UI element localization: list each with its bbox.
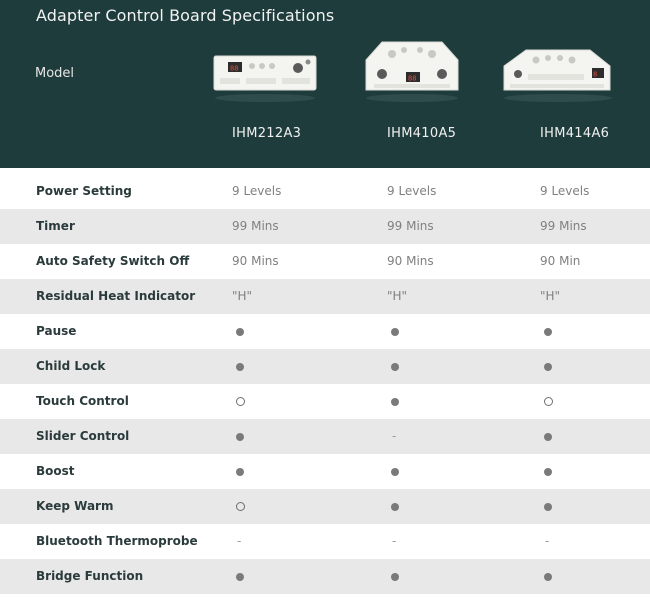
spec-cell: [540, 419, 552, 454]
spec-cell: [387, 419, 396, 454]
feature-available-icon: [236, 468, 244, 476]
feature-optional-icon: [236, 502, 245, 511]
spec-cell: "H": [232, 289, 253, 303]
spec-row-label: Power Setting: [36, 184, 132, 198]
spec-cell: 99 Mins: [387, 219, 434, 233]
spec-cell: 9 Levels: [232, 184, 282, 198]
spec-cell: [232, 419, 244, 454]
spec-row: [0, 349, 650, 384]
feature-available-icon: [544, 328, 552, 336]
spec-cell: [540, 349, 552, 384]
model-name-1: IHM212A3: [232, 126, 302, 141]
page-title: Adapter Control Board Specifications: [36, 6, 335, 25]
spec-row-label: Keep Warm: [36, 499, 114, 513]
spec-row-label: Boost: [36, 464, 75, 478]
spec-cell: 99 Mins: [232, 219, 279, 233]
spec-cell: "H": [540, 289, 561, 303]
spec-row-label: Pause: [36, 324, 77, 338]
spec-row: [0, 244, 650, 279]
spec-cell: [540, 454, 552, 489]
feature-available-icon: [236, 573, 244, 581]
feature-available-icon: [391, 468, 399, 476]
spec-cell: [232, 349, 244, 384]
spec-cell: [387, 314, 399, 349]
spec-row-label: Residual Heat Indicator: [36, 289, 196, 303]
svg-text:88: 88: [408, 74, 417, 83]
spec-row: [0, 209, 650, 244]
spec-cell: "H": [387, 289, 408, 303]
feature-available-icon: [544, 363, 552, 371]
spec-row-label: Slider Control: [36, 429, 130, 443]
spec-row-label: Touch Control: [36, 394, 129, 408]
spec-cell: [387, 524, 396, 559]
spec-cell: [387, 454, 399, 489]
control-board-ihm414a6-image: [498, 44, 618, 104]
spec-cell: [232, 489, 245, 524]
feature-unavailable-mark: -: [545, 534, 550, 548]
spec-cell: [540, 559, 552, 594]
feature-available-icon: [391, 573, 399, 581]
spec-table: [0, 174, 650, 594]
spec-cell: [232, 384, 245, 419]
feature-available-icon: [391, 398, 399, 406]
feature-available-icon: [236, 363, 244, 371]
spec-cell: 9 Levels: [540, 184, 590, 198]
feature-optional-icon: [236, 397, 245, 406]
spec-row: [0, 489, 650, 524]
spec-row: [0, 384, 650, 419]
feature-available-icon: [236, 433, 244, 441]
feature-available-icon: [391, 503, 399, 511]
spec-cell: [387, 384, 399, 419]
spec-row: [0, 174, 650, 209]
spec-row: [0, 454, 650, 489]
spec-cell: [540, 384, 553, 419]
spec-cell: 90 Mins: [387, 254, 434, 268]
spec-cell: [232, 454, 244, 489]
svg-text:8: 8: [593, 70, 598, 79]
spec-row: [0, 419, 650, 454]
spec-cell: [232, 314, 244, 349]
spec-cell: [387, 559, 399, 594]
control-board-ihm410a5-image: [362, 38, 462, 104]
model-name-2: IHM410A5: [387, 126, 457, 141]
spec-row: [0, 559, 650, 594]
spec-cell: [232, 559, 244, 594]
spec-cell: 90 Min: [540, 254, 581, 268]
model-name-3: IHM414A6: [540, 126, 610, 141]
feature-available-icon: [544, 433, 552, 441]
spec-row-label: Bridge Function: [36, 569, 144, 583]
spec-row: [0, 314, 650, 349]
spec-cell: 99 Mins: [540, 219, 587, 233]
spec-row-label: Auto Safety Switch Off: [36, 254, 190, 268]
feature-available-icon: [544, 573, 552, 581]
spec-row-label: Child Lock: [36, 359, 106, 373]
spec-cell: [387, 489, 399, 524]
spec-row-label: Bluetooth Thermoprobe: [36, 534, 198, 548]
feature-unavailable-mark: -: [392, 429, 397, 443]
spec-cell: 90 Mins: [232, 254, 279, 268]
spec-cell: [232, 524, 241, 559]
spec-cell: [540, 314, 552, 349]
spec-row-label: Timer: [36, 219, 75, 233]
feature-available-icon: [544, 503, 552, 511]
spec-row: [0, 524, 650, 559]
model-row-label: Model: [35, 66, 75, 81]
spec-cell: [540, 489, 552, 524]
feature-unavailable-mark: -: [392, 534, 397, 548]
control-board-ihm212a3-image: [210, 52, 320, 104]
feature-available-icon: [391, 328, 399, 336]
spec-row: [0, 279, 650, 314]
feature-optional-icon: [544, 397, 553, 406]
feature-available-icon: [391, 363, 399, 371]
spec-cell: 9 Levels: [387, 184, 437, 198]
feature-available-icon: [544, 468, 552, 476]
feature-available-icon: [236, 328, 244, 336]
spec-header: [0, 0, 650, 168]
feature-unavailable-mark: -: [237, 534, 242, 548]
svg-text:88: 88: [230, 64, 239, 73]
spec-cell: [540, 524, 549, 559]
spec-cell: [387, 349, 399, 384]
